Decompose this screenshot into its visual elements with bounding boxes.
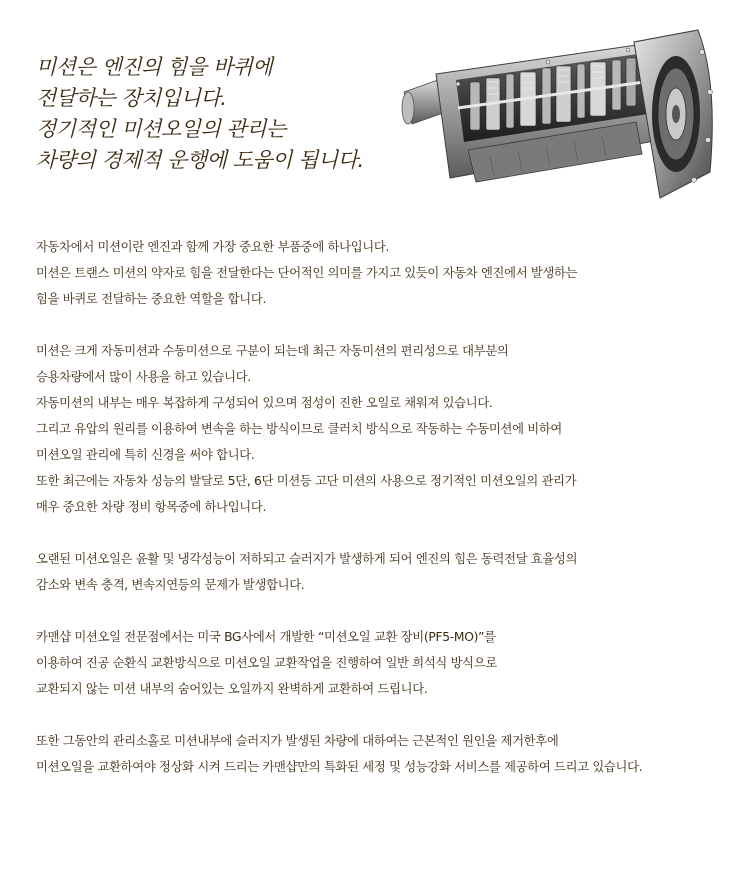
paragraph-line: 카맨샵 미션오일 전문점에서는 미국 BG사에서 개발한 “미션오일 교환 장비(PF5-MO)”를 <box>36 630 496 644</box>
paragraph-line: 자동차에서 미션이란 엔진과 함께 가장 중요한 부품중에 하나입니다. <box>36 240 390 254</box>
headline-line-1: 미션은 엔진의 힘을 바퀴에 <box>36 55 273 79</box>
headline-line-3: 정기적인 미션오일의 관리는 <box>36 117 286 141</box>
transmission-cutaway-image <box>398 22 720 210</box>
paragraph-line: 감소와 변속 충격, 변속지연등의 문제가 발생합니다. <box>36 578 305 592</box>
paragraph-line: 미션은 크게 자동미션과 수동미션으로 구분이 되는데 최근 자동미션의 편리성으로 대부분의 <box>36 344 509 358</box>
paragraph-intro <box>36 234 726 312</box>
paragraph-line: 또한 그동안의 관리소홀로 미션내부에 슬러지가 발생된 차량에 대하여는 근본적인 원인을 제거한후에 <box>36 734 559 748</box>
paragraph-line: 그리고 유압의 원리를 이용하여 변속을 하는 방식이므로 클러치 방식으로 작동하는 수동미션에 비하여 <box>36 422 563 436</box>
paragraph-old-oil <box>36 546 726 598</box>
paragraph-line: 미션은 트랜스 미션의 약자로 힘을 전달한다는 단어적인 의미를 가지고 있듯이 자동차 엔진에서 발생하는 <box>36 266 578 280</box>
paragraph-line: 미션오일을 교환하여야 정상화 시켜 드리는 카맨샵만의 특화된 세정 및 성능강화 서비스를 제공하여 드리고 있습니다. <box>36 760 643 774</box>
headline-line-4: 차량의 경제적 운행에 도움이 됩니다. <box>36 148 364 172</box>
paragraph-cleaning <box>36 728 726 780</box>
paragraph-line: 교환되지 않는 미션 내부의 숨어있는 오일까지 완벽하게 교환하여 드립니다. <box>36 682 428 696</box>
headline <box>36 52 416 176</box>
paragraph-line: 오랜된 미션오일은 윤활 및 냉각성능이 저하되고 슬러지가 발생하게 되어 엔진의 힘은 동력전달 효율성의 <box>36 552 578 566</box>
paragraph-line: 매우 중요한 차량 정비 항목중에 하나입니다. <box>36 500 267 514</box>
body-text <box>36 234 726 806</box>
paragraph-service <box>36 624 726 702</box>
paragraph-line: 또한 최근에는 자동차 성능의 발달로 5단, 6단 미션등 고단 미션의 사용으로 정기적인 미션오일의 관리가 <box>36 474 577 488</box>
paragraph-line: 힘을 바퀴로 전달하는 중요한 역할을 합니다. <box>36 292 267 306</box>
headline-line-2: 전달하는 장치입니다. <box>36 86 227 110</box>
paragraph-line: 승용차량에서 많이 사용을 하고 있습니다. <box>36 370 251 384</box>
paragraph-line: 자동미션의 내부는 매우 복잡하게 구성되어 있으며 점성이 진한 오일로 채워져 있습니다. <box>36 396 493 410</box>
paragraph-line: 미션오일 관리에 특히 신경을 써야 합니다. <box>36 448 255 462</box>
paragraph-types <box>36 338 726 520</box>
paragraph-line: 이용하여 진공 순환식 교환방식으로 미션오일 교환작업을 진행하여 일반 희석식 방식으로 <box>36 656 497 670</box>
